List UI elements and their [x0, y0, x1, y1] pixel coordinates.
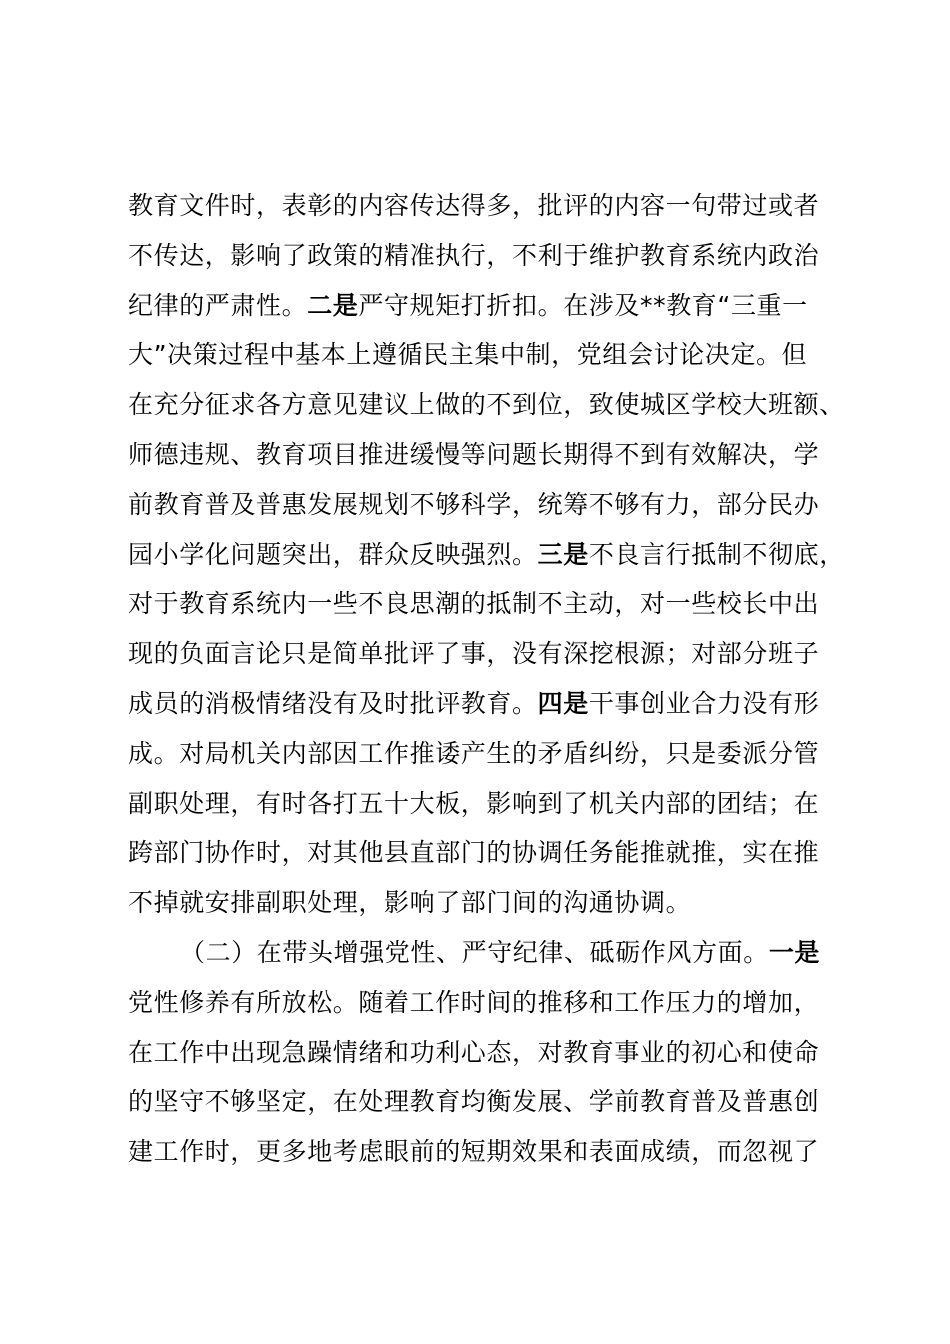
document-body — [128, 181, 848, 1177]
text-run: 在充分征求各方意见建议上做的不到位，致使城区学校大班额、 — [128, 390, 845, 420]
text-line — [128, 828, 848, 878]
text-line — [128, 480, 848, 530]
text-line — [128, 729, 848, 779]
text-line — [128, 281, 848, 331]
text-line — [128, 380, 848, 430]
text-line — [128, 579, 848, 629]
text-line — [128, 1127, 848, 1177]
text-line — [128, 679, 848, 729]
text-run: 党性修养有所放松。随着工作时间的推移和工作压力的增加， — [128, 987, 820, 1017]
text-line — [128, 1028, 848, 1078]
text-line — [128, 231, 848, 281]
text-line — [128, 878, 848, 928]
text-line — [128, 1077, 848, 1127]
text-run: 前教育普及普惠发展规划不够科学，统筹不够有力，部分民办 — [128, 489, 820, 519]
text-line — [128, 330, 848, 380]
text-run: 在工作中出现急躁情绪和功利心态，对教育事业的初心和使命 — [128, 1037, 820, 1067]
text-run: 成。对局机关内部因工作推诿产生的矛盾纠纷，只是委派分管 — [128, 738, 820, 768]
text-line — [128, 430, 848, 480]
text-line — [128, 629, 848, 679]
text-run: 大”决策过程中基本上遵循民主集中制，党组会讨论决定。但 — [128, 340, 808, 370]
text-run: 纪律的严肃性。 — [128, 290, 308, 320]
text-run: 副职处理，有时各打五十大板，影响到了机关内部的团结；在 — [128, 788, 820, 818]
text-run: 跨部门协作时，对其他县直部门的协调任务能推就推，实在推 — [128, 838, 820, 868]
text-run: 不良言行抵制不彻底， — [588, 539, 845, 569]
text-run: 的坚守不够坚定，在处理教育均衡发展、学前教育普及普惠创 — [128, 1087, 820, 1117]
section-heading: （二）在带头增强党性、严守纪律、砥砺作风方面。 — [180, 937, 769, 967]
bold-run: 四是 — [537, 688, 589, 718]
section-heading-line — [128, 928, 848, 978]
text-run: 师德违规、教育项目推进缓慢等问题长期得不到有效解决，学 — [128, 439, 820, 469]
bold-run: 二是 — [307, 290, 359, 320]
text-run: 成员的消极情绪没有及时批评教育。 — [128, 688, 538, 718]
bold-run: 一是 — [768, 937, 821, 967]
text-run: 严守规矩打折扣。在涉及**教育“三重一 — [358, 290, 808, 320]
text-run: 园小学化问题突出，群众反映强烈。 — [128, 539, 538, 569]
text-run: 现的负面言论只是简单批评了事，没有深挖根源；对部分班子 — [128, 639, 820, 669]
text-line — [128, 978, 848, 1028]
text-run: 不掉就安排副职处理，影响了部门间的沟通协调。 — [128, 888, 692, 918]
text-line — [128, 530, 848, 580]
text-run: 干事创业合力没有形 — [588, 688, 820, 718]
text-run: 教育文件时，表彰的内容传达得多，批评的内容一句带过或者 — [128, 191, 820, 220]
text-run: 对于教育系统内一些不良思潮的抵制不主动，对一些校长中出 — [128, 589, 820, 619]
text-run: 建工作时，更多地考虑眼前的短期效果和表面成绩，而忽视了 — [128, 1137, 820, 1167]
bold-run: 三是 — [537, 539, 589, 569]
text-line — [128, 779, 848, 829]
text-run: 不传达，影响了政策的精准执行，不利于维护教育系统内政治 — [128, 240, 820, 270]
text-line — [128, 181, 848, 231]
